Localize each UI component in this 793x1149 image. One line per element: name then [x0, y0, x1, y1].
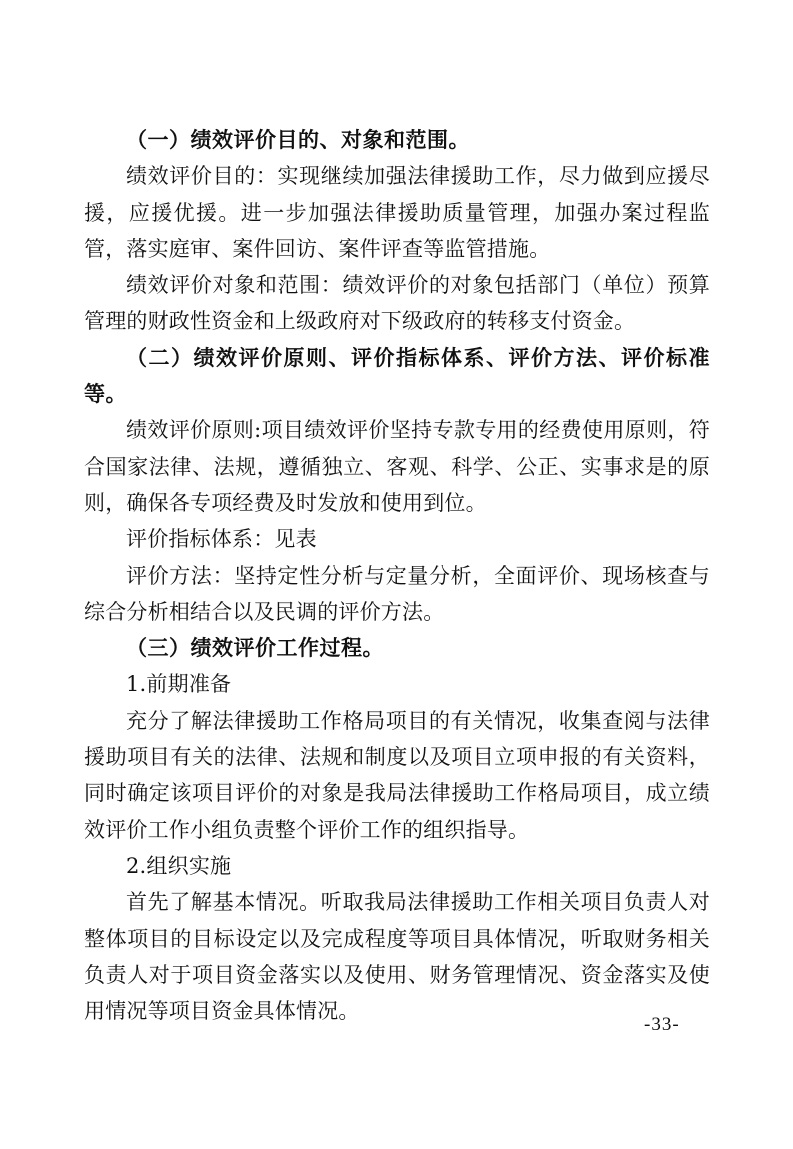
paragraph-implementation: 首先了解基本情况。听取我局法律援助工作相关项目负责人对整体项目的目标设定以及完成程度等项目具体情况，听取财务相关负责人对于项目资金落实以及使用、财务管理情况、资金落实及使用情况等项目资金具体情况。 — [84, 890, 710, 1024]
section-heading-3: （三）绩效评价工作过程。 — [126, 636, 384, 661]
paragraph-evaluation-methods: 评价方法：坚持定性分析与定量分析，全面评价、现场核查与综合分析相结合以及民调的评价方法。 — [84, 563, 710, 624]
page-number: -33- — [644, 1014, 680, 1035]
section-heading-2: （二）绩效评价原则、评价指标体系、评价方法、评价标准等。 — [84, 345, 710, 407]
document-body — [84, 122, 710, 1029]
paragraph-evaluation-scope: 绩效评价对象和范围：绩效评价的对象包括部门（单位）预算管理的财政性资金和上级政府对下级政府的转移支付资金。 — [84, 273, 710, 334]
paragraph-indicator-system: 评价指标体系：见表 — [126, 527, 317, 552]
paragraph-evaluation-principles: 绩效评价原则:项目绩效评价坚持专款专用的经费使用原则，符合国家法律、法规，遵循独立、客观、科学、公正、实事求是的原则，确保各专项经费及时发放和使用到位。 — [84, 418, 710, 515]
paragraph-evaluation-purpose: 绩效评价目的：实现继续加强法律援助工作，尽力做到应援尽援，应援优援。进一步加强法律援助质量管理，加强办案过程监管，落实庭审、案件回访、案件评查等监管措施。 — [84, 164, 710, 261]
subheading-preparation: 1.前期准备 — [126, 672, 232, 697]
paragraph-preparation: 充分了解法律援助工作格局项目的有关情况，收集查阅与法律援助项目有关的法律、法规和制度以及项目立项申报的有关资料，同时确定该项目评价的对象是我局法律援助工作格局项目，成立绩效评价工作小组负责整个评价工作的组织指导。 — [84, 708, 710, 842]
section-heading-1: （一）绩效评价目的、对象和范围。 — [126, 128, 470, 152]
subheading-implementation: 2.组织实施 — [126, 853, 232, 878]
